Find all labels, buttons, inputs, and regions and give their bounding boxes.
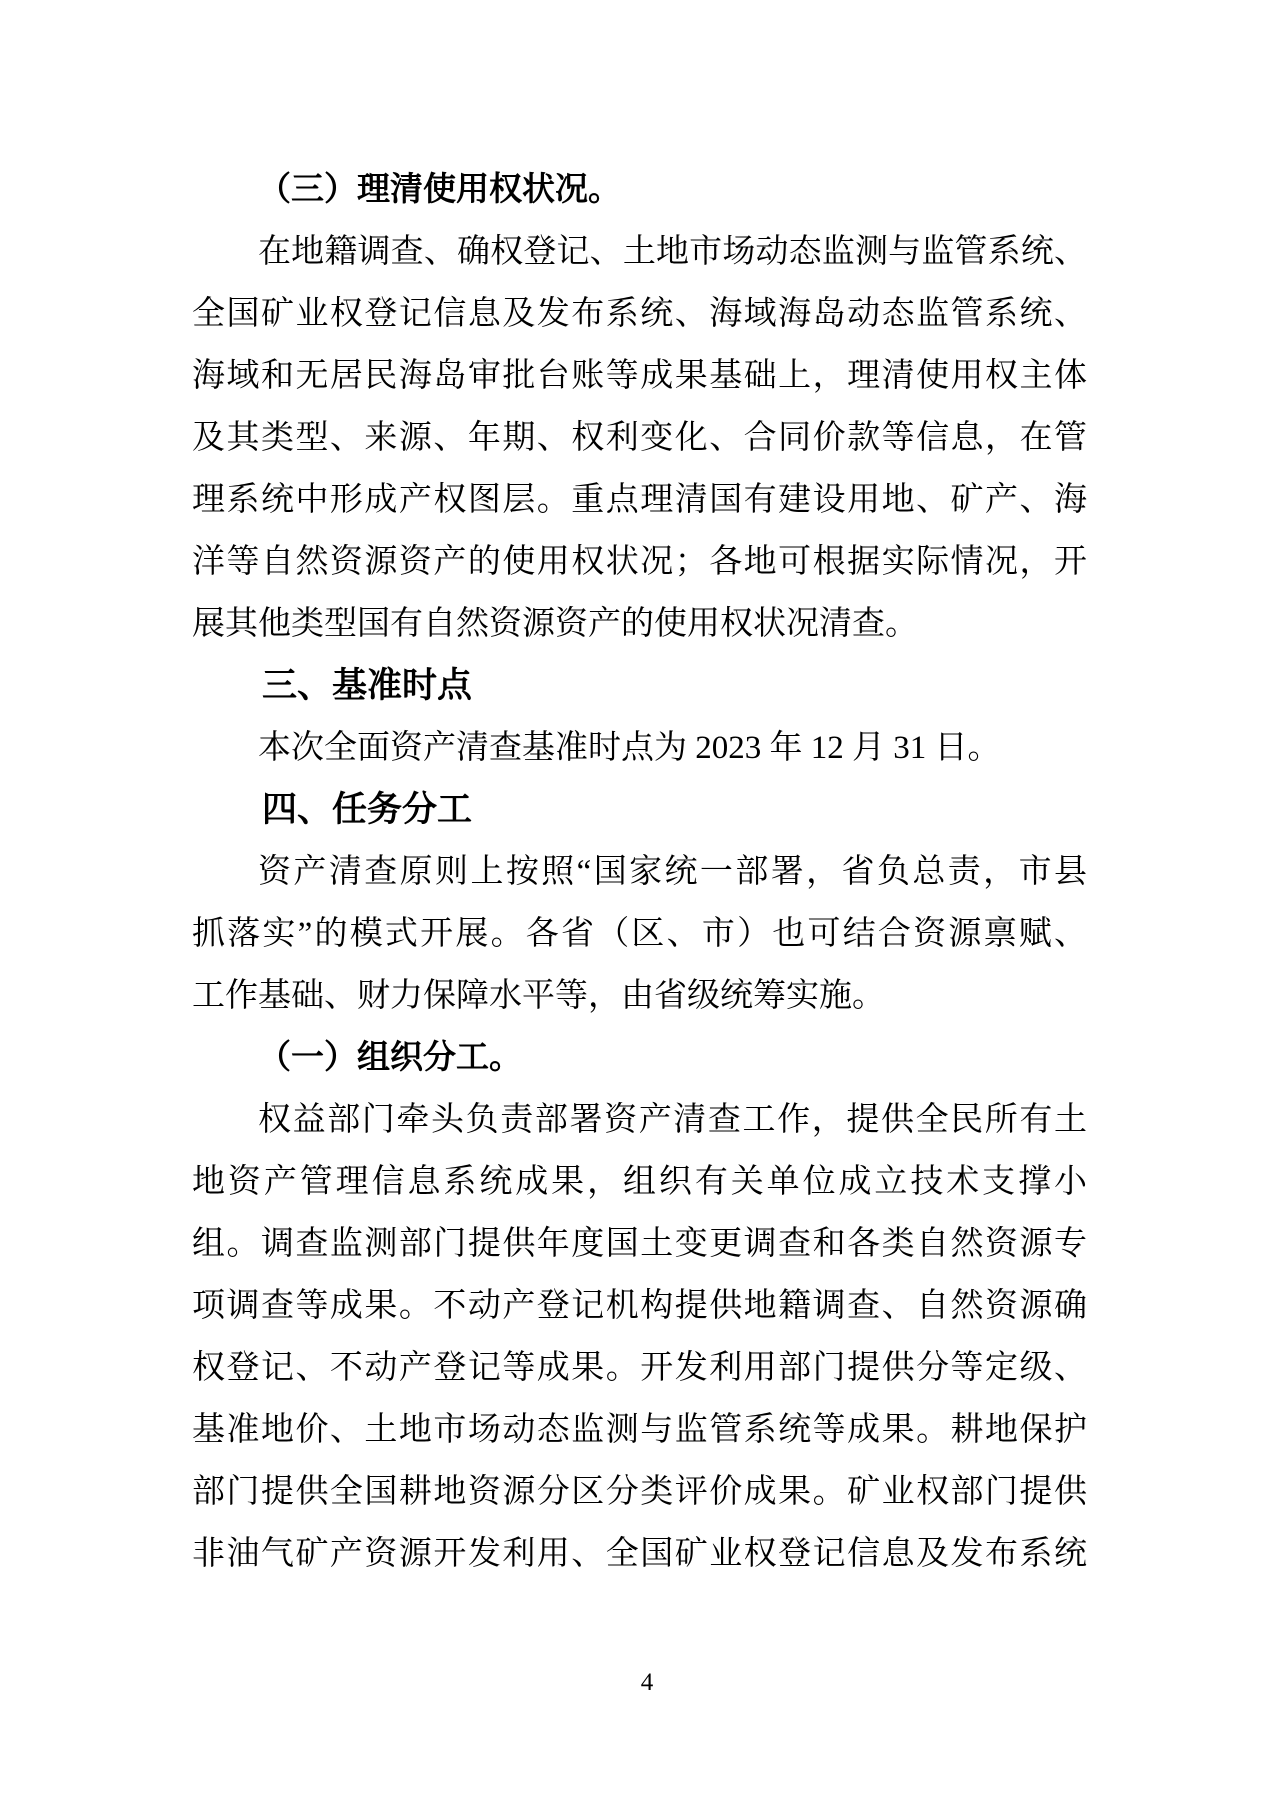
body-text-line: 全国矿业权登记信息及发布系统、海域海岛动态监管系统、	[192, 296, 1087, 332]
body-text-line: 非油气矿产资源开发利用、全国矿业权登记信息及发布系统	[192, 1536, 1087, 1572]
body-text-line: 展其他类型国有自然资源资产的使用权状况清查。	[192, 606, 918, 642]
body-text-line: 部门提供全国耕地资源分区分类评价成果。矿业权部门提供	[192, 1474, 1087, 1510]
body-text-line: 工作基础、财力保障水平等，由省级统筹实施。	[192, 978, 885, 1014]
body-text-line: 本次全面资产清查基准时点为 2023 年 12 月 31 日。	[258, 730, 1001, 766]
body-text-line: 组。调查监测部门提供年度国土变更调查和各类自然资源专	[192, 1226, 1087, 1262]
body-text-line: 理系统中形成产权图层。重点理清国有建设用地、矿产、海	[192, 482, 1087, 518]
body-text-line: 海域和无居民海岛审批台账等成果基础上，理清使用权主体	[192, 358, 1087, 394]
body-text-line: 资产清查原则上按照“国家统一部署，省负总责，市县	[258, 854, 1087, 890]
hei-heading: 三、基准时点	[262, 666, 473, 705]
body-text-line: 抓落实”的模式开展。各省（区、市）也可结合资源禀赋、	[192, 916, 1087, 952]
document-body	[192, 159, 1087, 1585]
body-text-line: 及其类型、来源、年期、权利变化、合同价款等信息，在管	[192, 420, 1087, 456]
kai-heading: （一）组织分工。	[258, 1040, 522, 1076]
body-text-line: 权登记、不动产登记等成果。开发利用部门提供分等定级、	[192, 1350, 1087, 1386]
page-number: 4	[640, 1669, 654, 1696]
kai-heading: （三）理清使用权状况。	[258, 172, 621, 208]
body-text-line: 在地籍调查、确权登记、土地市场动态监测与监管系统、	[258, 234, 1087, 270]
body-text-line: 权益部门牵头负责部署资产清查工作，提供全民所有土	[258, 1102, 1087, 1138]
body-text-line: 基准地价、土地市场动态监测与监管系统等成果。耕地保护	[192, 1412, 1087, 1448]
body-text-line: 地资产管理信息系统成果，组织有关单位成立技术支撑小	[192, 1164, 1087, 1200]
hei-heading: 四、任务分工	[262, 790, 473, 829]
body-text-line: 项调查等成果。不动产登记机构提供地籍调查、自然资源确	[192, 1288, 1087, 1324]
body-text-line: 洋等自然资源资产的使用权状况；各地可根据实际情况，开	[192, 544, 1087, 580]
